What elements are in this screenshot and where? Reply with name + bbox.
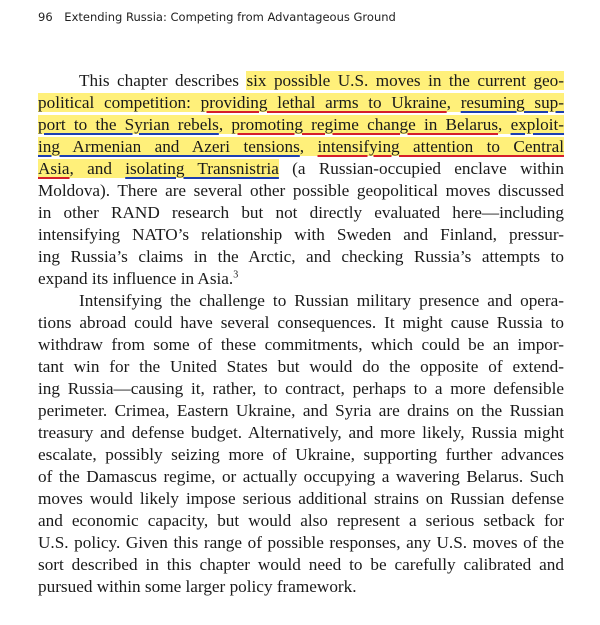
text-line [38,136,564,158]
text-line [38,246,564,268]
text-line [38,356,564,378]
underlined-phrase: intensifying attention to Central [317,137,564,156]
highlighted-text: , [218,115,232,134]
underlined-phrase: promoting regime change in Belarus [231,115,499,134]
text-run: Moldova). There are several other possible geopolitical moves discussed [38,181,564,200]
text-run: tions abroad could have several consequences. It might cause Russia to [38,313,564,332]
text-line [38,334,564,356]
text-run: sort described in this chapter would need to be carefully calibrated and [38,555,564,574]
text-run: moves would likely impose serious additional strains on Russian defense [38,489,564,508]
text-run: ing Russia’s claims in the Arctic, and checking Russia’s attempts to [38,247,564,266]
text-run: escalate, possibly seizing more of Ukraine, supporting further advances [38,445,564,464]
text-line [38,114,564,136]
text-run: U.S. policy. Given this range of possible responses, any U.S. moves of the [38,533,564,552]
footnote-ref: 3 [233,269,239,281]
highlighted-text: , [446,93,461,112]
text-line [38,444,564,466]
highlighted-text: , [498,115,511,134]
text-line [38,268,564,290]
text-line [38,400,564,422]
text-run: Intensifying the challenge to Russian military presence and opera- [79,291,564,310]
text-run: ing Russia—causing it, rather, to contract, perhaps to a more defensible [38,379,564,398]
text-line [38,576,564,598]
text-line [79,290,564,312]
text-line [38,488,564,510]
running-title: Extending Russia: Competing from Advantageous Ground [64,10,396,24]
text-run: withdraw from some of these commitments, which could be an impor- [38,335,564,354]
page-number: 96 [38,10,53,24]
text-line [38,466,564,488]
text-run: intensifying NATO’s relationship with Sweden and Finland, pressur- [38,225,564,244]
highlighted-text: , [299,137,318,156]
underlined-phrase: providing lethal arms to Ukraine [200,93,447,112]
text-line [38,510,564,532]
underlined-phrase: Asia [38,159,70,178]
text-line [79,70,564,92]
text-line [38,312,564,334]
running-header [38,10,396,24]
text-run: perimeter. Crimea, Eastern Ukraine, and Syria are drains on the Russian [38,401,564,420]
text-line [38,180,564,202]
text-run: tant win for the United States but would do the opposite of extend- [38,357,564,376]
text-run: pursued within some larger policy framework. [38,577,357,596]
text-run: in other RAND research but not directly evaluated here—including [38,203,564,222]
underlined-phrase: ing Armenian and Azeri tensions [38,137,300,156]
text-line [38,92,564,114]
highlighted-text: six possible U.S. moves in the current geo- [246,71,564,90]
highlighted-text: , and [69,159,126,178]
text-line [38,554,564,576]
text-run: and economic capacity, but would also represent a serious setback for [38,511,564,530]
text-line [38,202,564,224]
text-run: of the Damascus regime, or actually occupying a wavering Belarus. Such [38,467,564,486]
text-line [38,378,564,400]
underlined-phrase: exploit- [510,115,565,134]
highlighted-text: political competition: [38,93,201,112]
text-line [38,224,564,246]
underlined-phrase: resuming sup- [460,93,564,112]
text-run: This chapter describes [79,71,247,90]
text-run: treasury and defense budget. Alternatively, and more likely, Russia might [38,423,564,442]
text-line [38,158,564,180]
text-run: (a Russian-occupied enclave within [278,159,564,178]
underlined-phrase: isolating Transnistria [125,159,279,178]
underlined-phrase: port to the Syrian rebels [38,115,219,134]
text-line [38,532,564,554]
text-line [38,422,564,444]
text-run: expand its influence in Asia. [38,269,234,288]
